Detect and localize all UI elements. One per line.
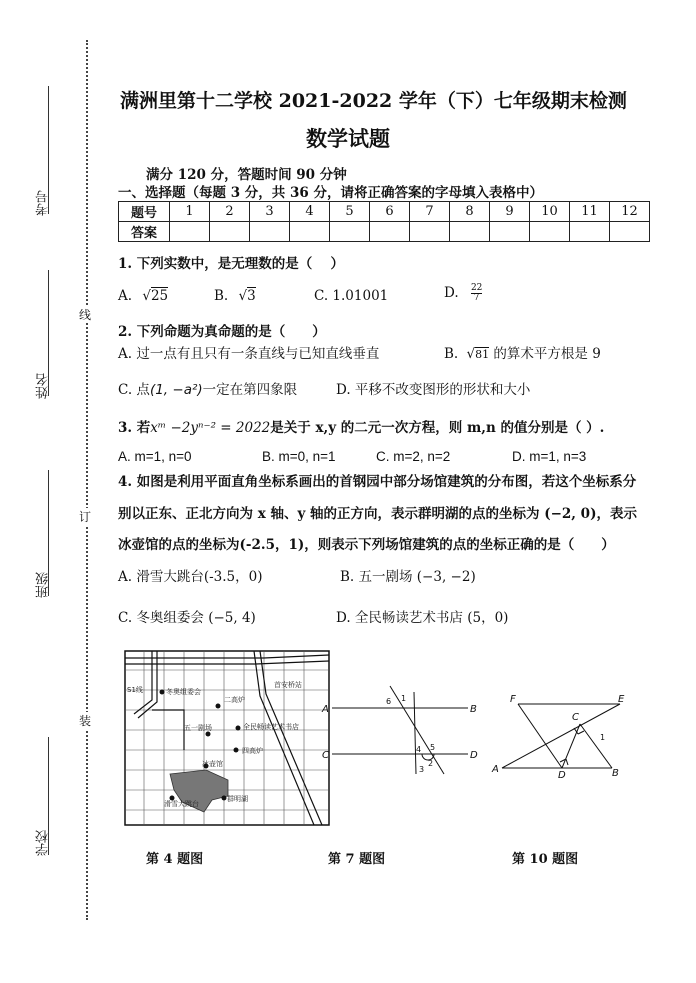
q2-c-tail: 一定在第四象限 (202, 382, 298, 398)
table-cell: 2 (210, 202, 250, 222)
map-label: 首安桥站 (274, 681, 302, 689)
sqrt-icon: √ (142, 288, 151, 304)
map-label: 冰壶馆 (202, 760, 223, 768)
answer-cell[interactable] (410, 222, 450, 242)
map-label: 群明湖 (227, 795, 248, 803)
point-label: D (470, 750, 478, 761)
answer-cell[interactable] (490, 222, 530, 242)
map-label: 五一剧场 (184, 724, 212, 732)
table-cell: 3 (250, 202, 290, 222)
class-label: 班级 (36, 572, 51, 598)
q2-b-tail: 的算术平方根是 9 (493, 346, 601, 362)
q4-line-3: 冰壶馆的点的坐标为(-2.5，1)，则表示下列场馆建筑的点的坐标正确的是（ ） (118, 537, 615, 553)
q1-option-c: C. 1.01001 (314, 288, 389, 304)
binding-mark-bind: 订 (79, 510, 92, 524)
table-cell: 4 (290, 202, 330, 222)
q3-option-d: D. m=1, n=3 (512, 449, 587, 464)
answer-cell[interactable] (250, 222, 290, 242)
figure-7-parallel-lines (320, 682, 490, 778)
answer-cell[interactable] (330, 222, 370, 242)
fraction-denominator: 7 (473, 293, 480, 303)
map-label: 滑雪大跳台 (164, 800, 199, 808)
q1-option-d (444, 284, 482, 303)
name-field[interactable] (48, 270, 49, 396)
table-cell: 10 (530, 202, 570, 222)
point-label: D (558, 770, 566, 778)
point-label: A (322, 704, 329, 715)
table-cell: 9 (490, 202, 530, 222)
table-cell: 11 (570, 202, 610, 222)
q1-a-label: A. (118, 288, 133, 304)
q1-b-label: B. (214, 288, 229, 304)
q2-b-radicand: 81 (475, 348, 490, 361)
q1-d-label: D. (444, 285, 459, 301)
q4-option-a: A. 滑雪大跳台(-3.5，0) (118, 569, 263, 585)
binding-mark-line: 线 (79, 308, 92, 322)
q3-stem (118, 416, 604, 436)
table-row (119, 202, 650, 222)
q2-stem: 2. 下列命题为真命题的是（ ） (118, 324, 326, 340)
answer-cell[interactable] (370, 222, 410, 242)
binding-dotted-line (86, 40, 88, 920)
figure-10-geometry (490, 692, 630, 778)
section1-heading: 一、选择题（每题 3 分，共 36 分，请将正确答案的字母填入表格中） (118, 185, 543, 201)
q3-stem-a: 3. 若 (118, 420, 151, 436)
table-cell: 12 (610, 202, 650, 222)
q4-line-1: 4. 如图是利用平面直角坐标系画出的首钢园中部分场馆建筑的分布图，若这个坐标系分 (118, 474, 637, 490)
q4-option-b: B. 五一剧场 (−3, −2) (340, 569, 476, 585)
q2-option-a: A. 过一点有且只有一条直线与已知直线垂直 (118, 346, 380, 362)
q2-c-expr: (1, −a²) (149, 382, 203, 398)
q3-stem-b: 是关于 x,y 的二元一次方程，则 m,n 的值分别是（ ）. (270, 420, 605, 436)
map-label: S1线 (127, 686, 143, 694)
map-label: 冬奥组委会 (166, 688, 201, 696)
q1-b-radicand: 3 (247, 288, 256, 304)
table-cell: 7 (410, 202, 450, 222)
angle-label: 2 (428, 759, 434, 768)
point-label: A (492, 764, 499, 775)
figure-7-caption: 第 7 题图 (328, 852, 386, 867)
figure-10-caption: 第 10 题图 (512, 852, 579, 867)
q2-option-c (118, 378, 297, 398)
angle-label: 6 (386, 697, 392, 706)
q1-option-a (118, 288, 168, 304)
answer-cell[interactable] (290, 222, 330, 242)
school-label: 学校 (36, 830, 51, 856)
q1-a-radicand: 25 (150, 288, 169, 304)
answer-header: 答案 (119, 222, 170, 242)
q2-b-label: B. (444, 346, 459, 362)
angle-label: 1 (600, 733, 606, 742)
question-number-header: 题号 (119, 202, 170, 222)
class-field[interactable] (48, 470, 49, 596)
answer-cell[interactable] (530, 222, 570, 242)
fraction (471, 284, 482, 303)
q4-line-2: 别以正东、正北方向为 x 轴、y 轴的正方向，表示群明湖的点的坐标为 (−2, 0)，表示 (118, 506, 637, 522)
q3-option-b: B. m=0, n=1 (262, 449, 336, 464)
point-label: E (618, 694, 625, 705)
school-field[interactable] (48, 737, 49, 855)
table-cell: 1 (170, 202, 210, 222)
table-row (119, 222, 650, 242)
q2-option-b (444, 342, 601, 362)
answer-cell[interactable] (610, 222, 650, 242)
sqrt-icon: √ (238, 288, 248, 304)
sqrt-icon: √ (466, 346, 476, 362)
q3-option-c: C. m=2, n=2 (376, 449, 451, 464)
name-label: 姓名 (36, 373, 51, 399)
map-label: 二高炉 (224, 696, 245, 704)
map-label: 全民畅读艺术书店 (243, 723, 299, 731)
fraction-numerator: 22 (470, 283, 483, 293)
q3-equation: xᵐ −2yⁿ⁻² = 2022 (150, 420, 271, 436)
figure-4-map (124, 650, 330, 826)
angle-label: 4 (416, 745, 422, 754)
point-label: C (322, 750, 329, 761)
point-label: C (572, 712, 579, 723)
point-label: B (470, 704, 477, 715)
exam-info: 满分 120 分，答题时间 90 分钟 (146, 167, 347, 183)
angle-label: 3 (419, 765, 425, 774)
angle-label: 1 (401, 694, 407, 703)
page-subtitle: 数学试题 (306, 126, 390, 151)
answer-table (118, 201, 650, 242)
table-cell: 8 (450, 202, 490, 222)
q2-c-label: C. 点 (118, 382, 150, 398)
table-cell: 5 (330, 202, 370, 222)
map-label: 四高炉 (242, 747, 263, 755)
answer-cell[interactable] (210, 222, 250, 242)
q4-option-c: C. 冬奥组委会 (−5, 4) (118, 610, 256, 626)
angle-label: 5 (430, 743, 436, 752)
exam-number-label: 考号 (36, 190, 51, 216)
point-label: F (510, 694, 516, 705)
point-label: B (612, 768, 619, 778)
figure-4-caption: 第 4 题图 (146, 852, 204, 867)
q1-stem: 1. 下列实数中，是无理数的是（ ） (118, 256, 344, 272)
q3-option-a: A. m=1, n=0 (118, 449, 192, 464)
answer-cell[interactable] (570, 222, 610, 242)
answer-cell[interactable] (170, 222, 210, 242)
q4-option-d: D. 全民畅读艺术书店 (5，0) (336, 610, 509, 626)
answer-cell[interactable] (450, 222, 490, 242)
table-cell: 6 (370, 202, 410, 222)
binding-mark-mount: 装 (79, 714, 92, 728)
q1-option-b (214, 288, 256, 304)
q2-option-d: D. 平移不改变图形的形状和大小 (336, 382, 531, 398)
page-title: 满洲里第十二学校 2021-2022 学年（下）七年级期末检测 (120, 90, 627, 112)
